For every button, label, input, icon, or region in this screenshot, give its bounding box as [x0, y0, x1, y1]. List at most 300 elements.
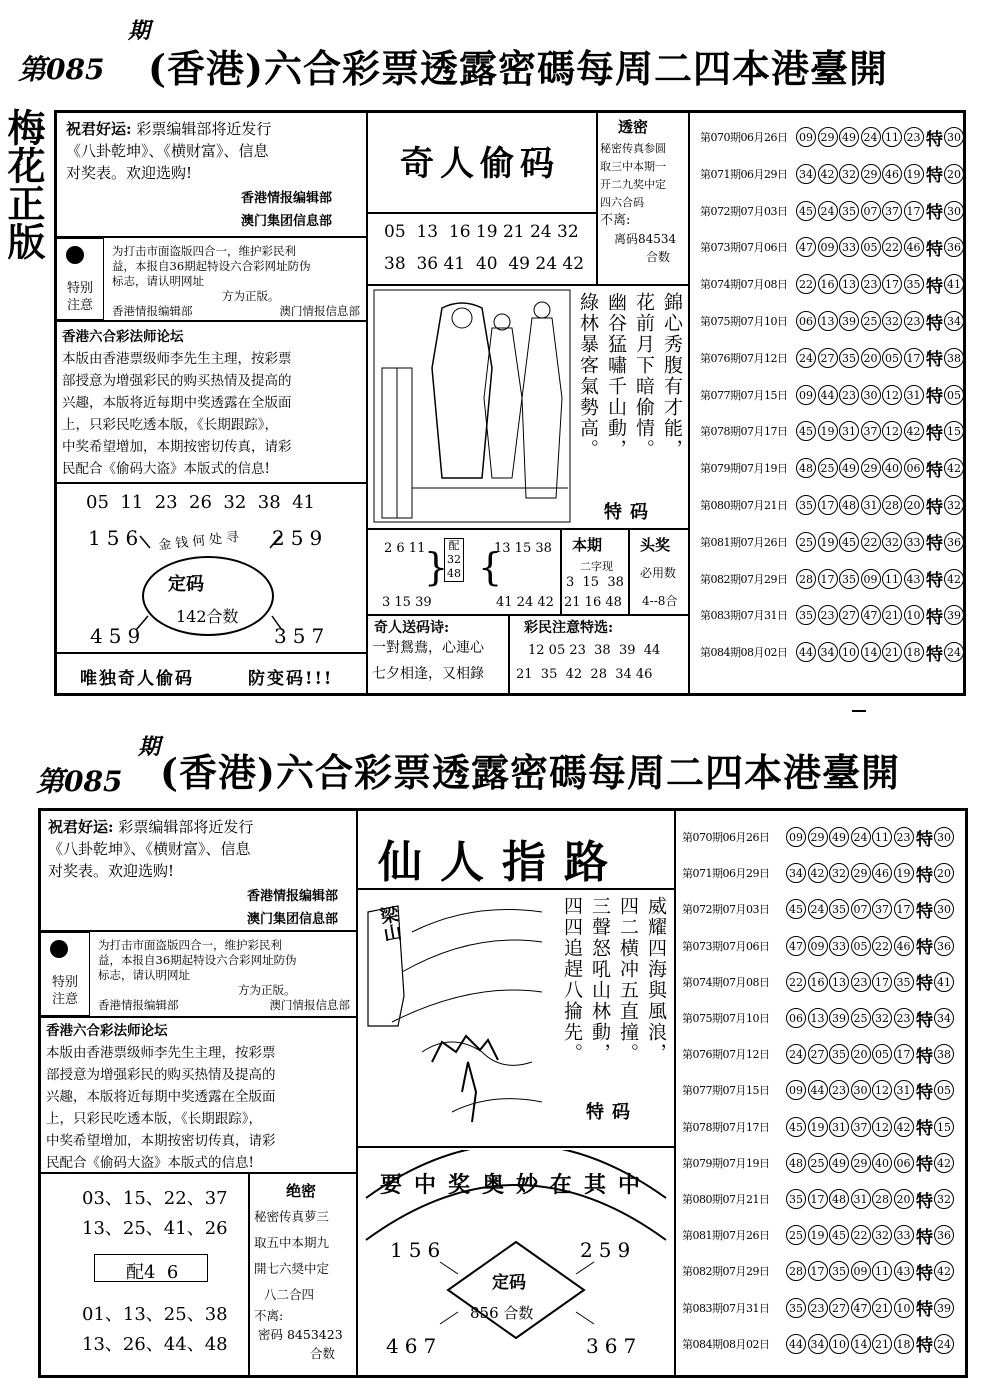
special-label: 特: [926, 497, 943, 518]
special-label: 特: [926, 644, 943, 665]
poem-col-text: 三聲怒吼山林動: [589, 896, 611, 1043]
poem-col-end: ，: [661, 439, 683, 460]
buli-label: 不离:: [600, 213, 631, 228]
special-ball: 34: [934, 1008, 954, 1028]
notice-text4: 方为正版。: [222, 289, 280, 303]
table-row: [682, 929, 956, 963]
poem-col-text: 綠林暴客氣勢高: [577, 292, 599, 439]
draw-label: 第072期07月03日: [682, 903, 770, 917]
footer-right: 防变码!!!: [248, 669, 334, 689]
ball-number: 37: [882, 201, 902, 221]
ball-number: 14: [851, 1334, 871, 1354]
buli-he: 合数: [646, 250, 671, 264]
table-row: [700, 378, 966, 412]
forum-line: 部授意为增强彩民的购买热情及提高的: [62, 373, 292, 389]
ball-number: 20: [861, 348, 881, 368]
special-label: 特: [916, 865, 933, 886]
poem-col: [588, 896, 612, 1086]
divider: [596, 112, 598, 284]
special-ball: 42: [944, 458, 964, 478]
special-ball: 38: [944, 348, 964, 368]
notice-label: [44, 974, 86, 1008]
ball-number: 35: [786, 1298, 806, 1318]
draw-label: 第080期07月21日: [682, 1193, 770, 1206]
ball-number: 49: [839, 458, 859, 478]
draw-label: 第074期07月08日: [700, 278, 788, 292]
table-row: [682, 1327, 956, 1361]
special-label: 特: [916, 901, 933, 922]
ball-number: 43: [904, 569, 924, 589]
issue-number-bottom: [36, 760, 122, 800]
right-num: 259: [580, 1238, 637, 1262]
ball-number: 47: [861, 605, 881, 625]
ball-number: 13: [839, 274, 859, 294]
notice-sign2: 澳门情报信息部: [269, 998, 350, 1012]
draw-label: 第081期07月26日: [700, 535, 788, 549]
table-row: [682, 1218, 956, 1252]
draw-label: 第078期07月17日: [700, 425, 788, 439]
issue-prefix: 第085: [18, 53, 105, 86]
draw-label: 第076期07月12日: [682, 1048, 770, 1062]
table-row: [700, 598, 966, 632]
jue-line: 取五中本期九: [254, 1235, 330, 1250]
notice-text1: 为打击市面盗版四合一，维护彩民利: [112, 244, 296, 258]
table-row: [700, 414, 966, 448]
table-row: [682, 1146, 956, 1180]
he-num: 142合数: [176, 607, 239, 626]
poem-col: [660, 292, 684, 492]
ball-number: 20: [851, 1044, 871, 1064]
ball-number: 40: [872, 1153, 892, 1173]
jue-buli: [254, 1306, 343, 1363]
draw-label: 第083期07月31日: [700, 609, 788, 623]
ball-number: 46: [872, 863, 892, 883]
ball-number: 37: [872, 899, 892, 919]
table-row: [700, 635, 966, 669]
ball-number: 35: [904, 274, 924, 294]
draw-label: 第073期07月06日: [700, 241, 788, 255]
ball-number: 19: [818, 421, 838, 441]
ball-number: 27: [839, 605, 859, 625]
ball-number: 34: [786, 863, 806, 883]
notice-label2: 注意: [51, 992, 78, 1007]
ball-number: 17: [904, 348, 924, 368]
special-label: 特: [926, 534, 943, 555]
notice-label: [60, 280, 100, 314]
greeting-box: [66, 118, 362, 230]
ball-number: 23: [904, 311, 924, 331]
jue-line: 八二合四: [264, 1287, 315, 1302]
divider: [56, 652, 366, 654]
right-num: 259: [272, 526, 329, 550]
br-num: 357: [274, 624, 331, 648]
ball-number: 10: [904, 605, 924, 625]
ball-number: 47: [786, 936, 806, 956]
figures-illustration: [372, 288, 572, 524]
ball-number: 30: [851, 1080, 871, 1100]
ball-number: 12: [872, 1080, 892, 1100]
notice-label1: 特别: [66, 281, 93, 296]
ball-number: 17: [808, 1189, 828, 1209]
toumi-title: 透密: [618, 118, 649, 136]
ball-number: 35: [829, 899, 849, 919]
ball-number: 42: [818, 164, 838, 184]
ball-number: 13: [829, 972, 849, 992]
table-row: [700, 451, 966, 485]
special-label: 特: [926, 423, 943, 444]
table-row: [700, 488, 966, 522]
ball-number: 35: [839, 348, 859, 368]
table-row: [682, 1182, 956, 1216]
ball-number: 05: [861, 237, 881, 257]
poem-col-text: 幽谷猛嘯千山動: [605, 292, 627, 439]
ball-number: 45: [796, 421, 816, 441]
table-row: [682, 1110, 956, 1144]
ball-number: 10: [829, 1334, 849, 1354]
br-num: 367: [586, 1334, 643, 1358]
special-label: 特: [926, 313, 943, 334]
ball-number: 16: [818, 274, 838, 294]
special-ball: 41: [944, 274, 964, 294]
ball-number: 12: [882, 421, 902, 441]
divider: [688, 112, 690, 694]
ball-number: 29: [861, 458, 881, 478]
special-label: 特: [916, 1263, 933, 1284]
ball-number: 21: [872, 1334, 892, 1354]
special-ball: 42: [934, 1153, 954, 1173]
ball-number: 27: [818, 348, 838, 368]
buli-code: 离码84534: [614, 232, 677, 246]
table-row: [700, 194, 966, 228]
ball-number: 28: [872, 1189, 892, 1209]
greeting-title: 祝君好运:: [48, 818, 114, 836]
greeting-box: [48, 816, 358, 928]
page-title-bottom: (香港)六合彩票透露密碼每周二四本港臺開: [160, 750, 900, 795]
buli-code: 密码 8453423: [258, 1327, 343, 1342]
ball-number: 44: [796, 642, 816, 662]
ball-number: 19: [808, 1117, 828, 1137]
list1b: 13、25、41、26: [82, 1218, 228, 1239]
table-row: [682, 1037, 956, 1071]
ball-number: 31: [894, 1080, 914, 1100]
forum-line: 上，只彩民吃透本版，《长期跟踪》，: [46, 1111, 262, 1127]
mountain-label: 梁山: [376, 904, 403, 944]
ball-number: 24: [861, 127, 881, 147]
forum-box: [46, 1020, 356, 1174]
special-label: 特: [926, 350, 943, 371]
ball-number: 13: [808, 1008, 828, 1028]
ball-number: 16: [808, 972, 828, 992]
ding-label: 定码: [492, 1273, 526, 1293]
poem-col-end: ，: [605, 439, 627, 460]
ding-label: 定码: [168, 574, 204, 595]
draw-label: 第075期07月10日: [700, 315, 788, 328]
ball-number: 24: [808, 899, 828, 919]
ball-number: 11: [882, 569, 902, 589]
ball-number: 48: [796, 458, 816, 478]
table-row: [700, 230, 966, 264]
zhuyi-l2: 21 35 42 28 34 46: [516, 667, 653, 682]
ball-number: 22: [786, 972, 806, 992]
ball-number: 37: [861, 421, 881, 441]
notice-sign2: 澳门情报信息部: [279, 304, 360, 318]
list2a: 01、13、25、38: [82, 1304, 228, 1325]
left-num: 156: [390, 1238, 447, 1262]
top-poem: [578, 292, 684, 492]
he-num: 856 合数: [470, 1304, 534, 1322]
ball-number: 11: [872, 827, 892, 847]
greeting-text1: 彩票编辑部将近发行: [118, 818, 254, 836]
ball-number: 28: [882, 495, 902, 515]
ball-number: 06: [894, 1153, 914, 1173]
ball-number: 35: [796, 605, 816, 625]
poem-col-text: 威耀四海與風浪: [645, 896, 667, 1043]
buli-he: 合数: [310, 1346, 336, 1361]
poem-col-end: 。: [561, 1043, 583, 1064]
ball-number: 24: [796, 348, 816, 368]
ball-number: 40: [882, 458, 902, 478]
ball-number: 23: [861, 274, 881, 294]
ball-number: 39: [829, 1008, 849, 1028]
grid-a3: 32: [447, 553, 461, 566]
table-row: [700, 525, 966, 559]
table-row: [700, 304, 966, 338]
songma-l2: 七夕相逢，又相錄: [372, 666, 484, 682]
table-row: [700, 267, 966, 301]
special-ball: 05: [934, 1080, 954, 1100]
ball-number: 24: [786, 1044, 806, 1064]
divider: [56, 482, 366, 484]
draw-label: 第071期06月29日: [700, 167, 788, 181]
ball-number: 46: [894, 936, 914, 956]
ball-number: 32: [872, 1225, 892, 1245]
forum-line: 民配合《偷码大盗》本版式的信息!: [46, 1155, 254, 1171]
divider: [674, 810, 676, 1376]
special-ball: 24: [934, 1334, 954, 1354]
forum-line: 部授意为增强彩民的购买热情及提高的: [46, 1067, 276, 1083]
arc-text: 要中奖奥妙在其中: [380, 1172, 653, 1198]
ball-number: 31: [829, 1117, 849, 1137]
special-ball: 39: [944, 605, 964, 625]
brace-left: }: [424, 545, 449, 589]
divider: [248, 1174, 250, 1376]
notice-text: [112, 244, 366, 319]
qiren-title: 奇人偷码: [400, 144, 560, 184]
divider: [368, 284, 688, 286]
ball-number: 24: [818, 201, 838, 221]
pei-text: 配4 6: [126, 1262, 179, 1283]
greeting-text3: 对奖表。欢迎选购!: [66, 164, 193, 182]
ball-number: 19: [808, 1225, 828, 1245]
ball-number: 25: [796, 532, 816, 552]
ball-number: 43: [894, 1261, 914, 1281]
poem-col-text: 花前月下暗偷情: [633, 292, 655, 439]
ball-number: 10: [839, 642, 859, 662]
ball-number: 47: [851, 1298, 871, 1318]
divider: [508, 614, 510, 694]
ball-number: 23: [839, 385, 859, 405]
results-table-bottom: [682, 820, 966, 1368]
ball-number: 17: [894, 899, 914, 919]
table-row: [700, 341, 966, 375]
special-label: 特: [916, 938, 933, 959]
special-ball: 42: [934, 1261, 954, 1281]
issue-suffix: 期: [128, 18, 151, 44]
ball-number: 09: [786, 1080, 806, 1100]
brace-right: {: [478, 545, 503, 589]
special-label: 特: [926, 239, 943, 260]
ball-number: 11: [872, 1261, 892, 1281]
ball-number: 13: [818, 311, 838, 331]
ball-number: 12: [882, 385, 902, 405]
forum-line: 兴趣，本版将近每期中奖透露在全版面: [62, 395, 292, 411]
special-label: 特: [916, 1300, 933, 1321]
ball-number: 22: [872, 936, 892, 956]
special-ball: 36: [944, 237, 964, 257]
ball-number: 23: [829, 1080, 849, 1100]
ball-number: 25: [861, 311, 881, 331]
qiren-row1: 05 13 16 19 21 24 32: [384, 222, 579, 242]
special-label: 特: [926, 571, 943, 592]
ball-number: 23: [894, 1008, 914, 1028]
special-label: 特: [926, 166, 943, 187]
ball-number: 49: [839, 127, 859, 147]
ball-number: 24: [851, 827, 871, 847]
special-label: 特: [916, 974, 933, 995]
toumi-line: 开二九奖中定: [600, 178, 666, 191]
ball-number: 27: [829, 1298, 849, 1318]
draw-label: 第071期06月29日: [682, 867, 770, 881]
ball-number: 23: [904, 127, 924, 147]
draw-label: 第070期06月26日: [700, 131, 788, 144]
ball-number: 28: [796, 569, 816, 589]
ball-number: 32: [872, 1008, 892, 1028]
special-label: 特: [916, 1082, 933, 1103]
ball-number: 22: [796, 274, 816, 294]
draw-label: 第073期07月06日: [682, 939, 770, 953]
greeting-sign1: 香港情报编辑部: [246, 889, 338, 904]
special-ball: 32: [934, 1189, 954, 1209]
ball-number: 17: [894, 1044, 914, 1064]
ball-number: 25: [786, 1225, 806, 1245]
forum-title: 香港六合彩法师论坛: [62, 329, 184, 345]
special-ball: 30: [934, 827, 954, 847]
special-ball: 30: [934, 899, 954, 919]
ball-number: 35: [894, 972, 914, 992]
divider: [368, 614, 688, 616]
table-row: [682, 856, 956, 890]
divider: [40, 1172, 356, 1174]
toujiang-sub: 必用数: [640, 566, 677, 580]
divider: [358, 888, 674, 890]
poem-col: [632, 292, 656, 492]
draw-label: 第079期07月19日: [682, 1156, 770, 1170]
ball-number: 31: [839, 421, 859, 441]
ball-number: 09: [861, 569, 881, 589]
ball-number: 48: [786, 1153, 806, 1173]
ball-number: 35: [829, 1044, 849, 1064]
forum-line: 兴趣，本版将近每期中奖透露在全版面: [46, 1089, 276, 1105]
special-ball: 42: [944, 569, 964, 589]
table-row: [700, 120, 966, 154]
ball-number: 17: [818, 569, 838, 589]
ball-number: 33: [839, 237, 859, 257]
ball-number: 14: [861, 642, 881, 662]
ball-number: 30: [861, 385, 881, 405]
tema-label: 特码: [586, 1102, 638, 1123]
ball-number: 31: [904, 385, 924, 405]
ball-number: 17: [872, 972, 892, 992]
draw-label: 第074期07月08日: [682, 975, 770, 989]
ball-number: 09: [808, 936, 828, 956]
special-label: 特: [916, 1119, 933, 1140]
ball-number: 17: [818, 495, 838, 515]
benqi-title: 本期: [572, 536, 603, 554]
ball-number: 05: [851, 936, 871, 956]
top-nums-line: 05 11 23 26 32 38 41: [86, 492, 315, 513]
divider: [358, 1146, 674, 1148]
special-label: 特: [926, 460, 943, 481]
ball-number: 35: [839, 201, 859, 221]
issue-suffix: 期: [138, 734, 161, 760]
forum-line: 中奖希望增加，本期按密切传真，请彩: [62, 439, 292, 455]
special-label: 特: [926, 276, 943, 297]
ball-number: 44: [786, 1334, 806, 1354]
forum-line: 本版由香港票级师李先生主理，按彩票: [46, 1045, 276, 1061]
table-row: [700, 157, 966, 191]
ball-number: 49: [829, 1153, 849, 1173]
ball-number: 45: [796, 201, 816, 221]
grid-a6: 3 15 39: [382, 595, 432, 610]
draw-label: 第081期07月26日: [682, 1229, 770, 1243]
ball-number: 35: [786, 1189, 806, 1209]
issue-suffix-bottom: [138, 730, 160, 761]
draw-label: 第072期07月03日: [700, 204, 788, 218]
table-row: [682, 820, 956, 854]
ball-number: 09: [796, 385, 816, 405]
special-label: 特: [916, 1336, 933, 1357]
ball-number: 09: [818, 237, 838, 257]
ball-number: 47: [796, 237, 816, 257]
ball-number: 23: [894, 827, 914, 847]
divider: [368, 528, 688, 530]
ball-number: 18: [904, 642, 924, 662]
ball-number: 44: [818, 385, 838, 405]
divider: [560, 530, 562, 614]
special-label: 特: [916, 1010, 933, 1031]
divider: [40, 1016, 356, 1018]
ball-number: 06: [904, 458, 924, 478]
ball-number: 39: [839, 311, 859, 331]
zhuyi-l1: 12 05 23 38 39 44: [528, 643, 661, 658]
toumi-line: 四六合码: [600, 196, 644, 209]
draw-label: 第076期07月12日: [700, 351, 788, 365]
ball-number: 34: [818, 642, 838, 662]
toujiang-val: 4--8合: [642, 594, 678, 608]
page-title-top: (香港)六合彩票透露密碼每周二四本港臺開: [148, 46, 888, 91]
ball-number: 33: [829, 936, 849, 956]
ball-number: 09: [851, 1261, 871, 1281]
ball-number: 42: [894, 1117, 914, 1137]
jue-line: 開七六奨中定: [254, 1261, 330, 1276]
forum-line: 上，只彩民吃透本版，《长期跟踪》，: [62, 417, 278, 433]
draw-label: 第070期06月26日: [682, 831, 770, 844]
ball-number: 19: [818, 532, 838, 552]
ball-number: 21: [882, 605, 902, 625]
ball-number: 25: [851, 1008, 871, 1028]
special-ball: 36: [944, 532, 964, 552]
special-ball: 05: [944, 385, 964, 405]
